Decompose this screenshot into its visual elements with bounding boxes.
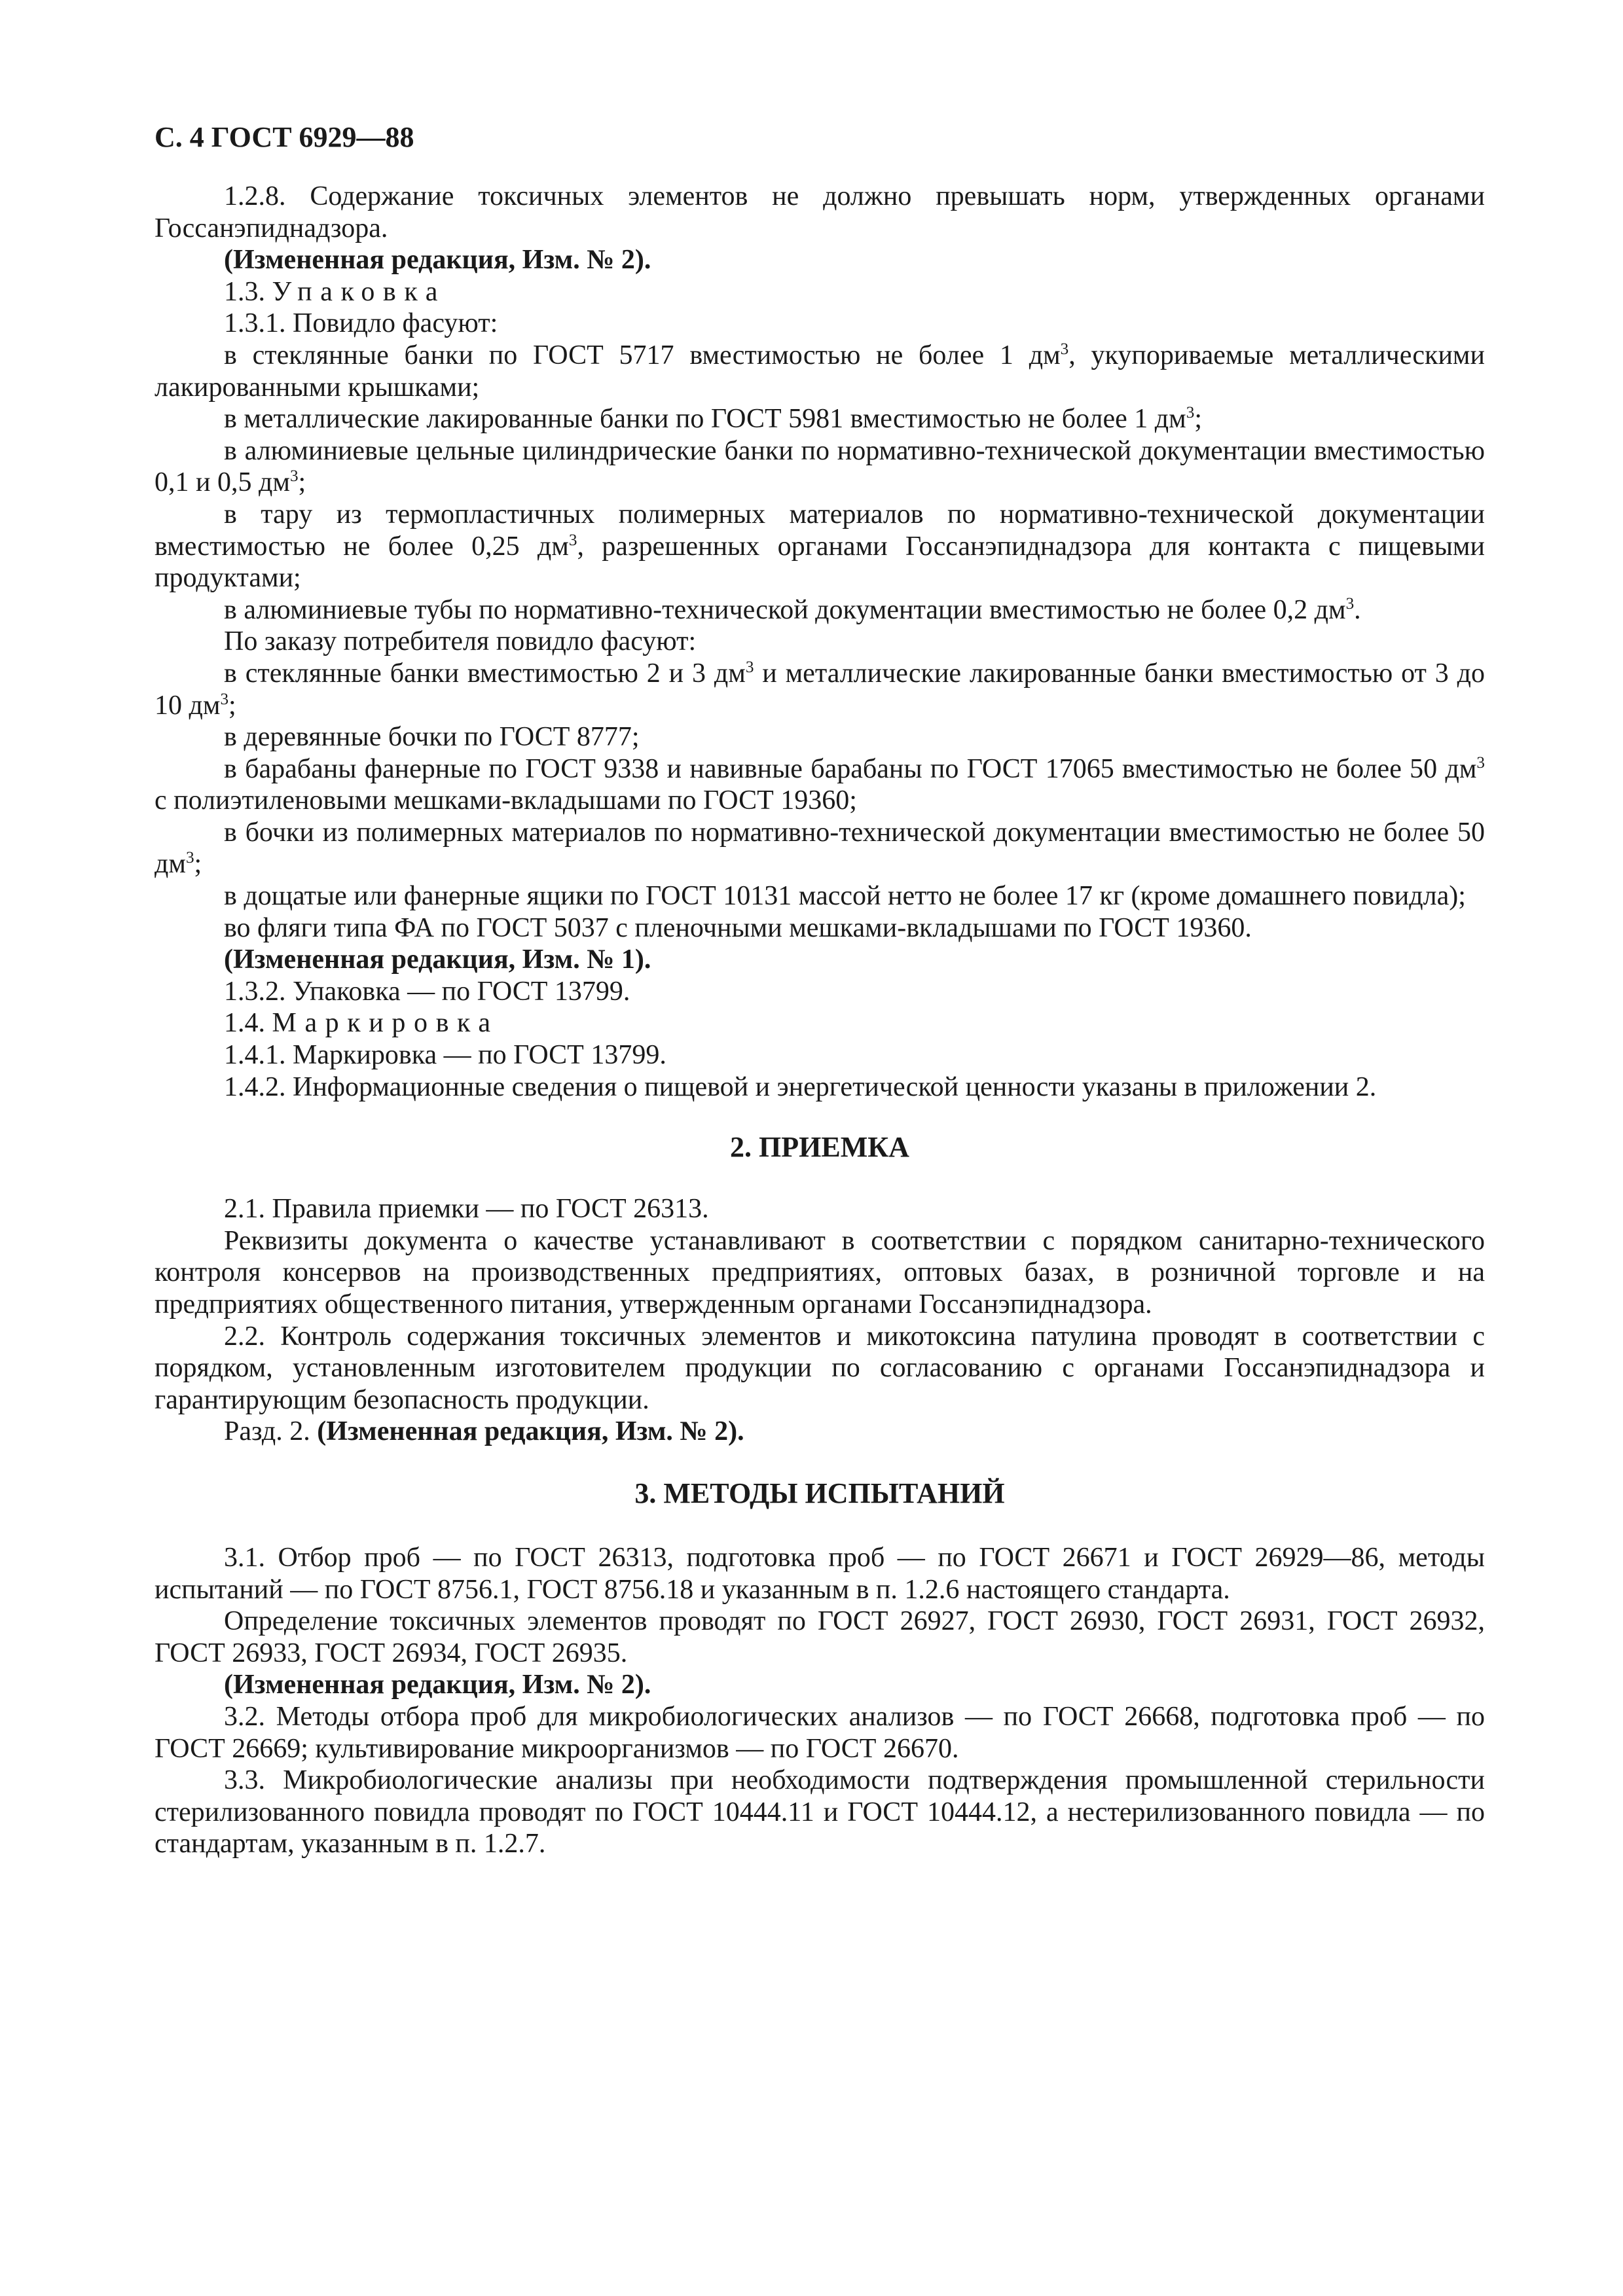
section-2-title: 2. ПРИЕМКА (730, 1131, 909, 1164)
paragraph-1-3-1: 1.3.1. Повидло фасуют: (224, 308, 498, 339)
text-run: в алюминиевые цельные цилиндрические банки по нормативно-технической документации вместимостью 0,1 и 0,5 дм (155, 435, 1485, 498)
superscript: 3 (185, 849, 194, 867)
text-run: в стеклянные банки по ГОСТ 5717 вместимостью не более 1 дм (224, 340, 1061, 370)
text-run: в бочки из полимерных материалов по нормативно-технической документации вместимостью не более 50 дм (155, 817, 1485, 880)
superscript: 3 (1476, 753, 1485, 772)
text-run: и металлические лакированные банки вместимостью от 3 до 10 дм (155, 658, 1486, 721)
packaging-item: во фляги типа ФА по ГОСТ 5037 с пленочными мешками-вкладышами по ГОСТ 19360. (224, 912, 1252, 943)
packaging-item (155, 658, 1485, 721)
section-3-title: 3. МЕТОДЫ ИСПЫТАНИЙ (634, 1477, 1005, 1509)
text-run: ; (228, 690, 236, 721)
text-run: в тару из термопластичных полимерных материалов по нормативно-технической документации вместимостью не более 0,25 дм (155, 499, 1485, 562)
subsection-title: Маркировка (272, 1008, 499, 1039)
paragraph-2-2: 2.2. Контроль содержания токсичных элементов и микотоксина патулина проводят в соответствии с порядком, установленным изготовителем продукции по согласованию с органами Госсанэпиднадзора и гарантирующим безопасность продукции. (155, 1321, 1485, 1415)
packaging-item: в дощатые или фанерные ящики по ГОСТ 10131 массой нетто не более 17 кг (кроме домашнего повидла); (224, 881, 1466, 912)
text-run: в барабаны фанерные по ГОСТ 9338 и навивные барабаны по ГОСТ 17065 вместимостью не более 50 дм (224, 753, 1477, 784)
packaging-item (155, 499, 1485, 594)
text-run: ; (194, 849, 202, 880)
paragraph-3-2: 3.2. Методы отбора проб для микробиологических анализов — по ГОСТ 26668, подготовка проб — по ГОСТ 26669; культивирование микроорганизмов — по ГОСТ 26670. (155, 1701, 1485, 1764)
packaging-item: в деревянные бочки по ГОСТ 8777; (224, 722, 640, 753)
paragraph-3-3: 3.3. Микробиологические анализы при необходимости подтверждения промышленной стерильности стерилизованного повидла проводят по ГОСТ 10444.11 и ГОСТ 10444.12, а нестерилизованного повидла — по стандартам, указанным в п. 1.2.7. (155, 1765, 1485, 1859)
paragraph-2-1: 2.1. Правила приемки — по ГОСТ 26313. (224, 1194, 709, 1225)
text-run: . (1354, 594, 1361, 625)
packaging-item (155, 817, 1485, 880)
text-run: в алюминиевые тубы по нормативно-технической документации вместимостью не более 0,2 дм (224, 594, 1346, 625)
revision-note: (Измененная редакция, Изм. № 2). (317, 1416, 744, 1447)
text-run: , укупориваемые металлическими лакированными крышками; (155, 340, 1485, 403)
packaging-item (155, 340, 1485, 403)
paragraph-1-4-2: 1.4.2. Информационные сведения о пищевой и энергетической ценности указаны в приложении 2. (224, 1071, 1377, 1102)
paragraph-1-3-2: 1.3.2. Упаковка — по ГОСТ 13799. (224, 976, 630, 1007)
document-page (155, 118, 1485, 1860)
subsection-1-3-heading (155, 276, 1485, 308)
subsection-number: 1.4. (224, 1008, 265, 1039)
paragraph-2-1-details: Реквизиты документа о качестве устанавливают в соответствии с порядком санитарно-технического контроля консервов на производственных предприятиях, оптовых базах, в розничной торговле и на предприятиях общественного питания, утвержденным органами Госсанэпиднадзора. (155, 1225, 1485, 1319)
superscript: 3 (220, 690, 229, 708)
superscript: 3 (289, 467, 299, 486)
text-run: в металлические лакированные банки по ГОСТ 5981 вместимостью не более 1 дм (224, 404, 1186, 435)
text-run: , разрешенных органами Госсанэпиднадзора для контакта с пищевыми продуктами; (155, 531, 1485, 594)
paragraph-1-2-8: 1.2.8. Содержание токсичных элементов не должно превышать норм, утвержденных органами Госсанэпиднадзора. (155, 181, 1485, 243)
text-run: в стеклянные банки вместимостью 2 и 3 дм (224, 658, 746, 689)
section-2-revision-note (155, 1416, 1485, 1448)
packaging-item (155, 753, 1485, 817)
revision-note: (Измененная редакция, Изм. № 2). (224, 1670, 651, 1700)
paragraph-3-1: 3.1. Отбор проб — по ГОСТ 26313, подготовка проб — по ГОСТ 26671 и ГОСТ 26929—86, методы испытаний — по ГОСТ 8756.1, ГОСТ 8756.18 и указанным в п. 1.2.6 настоящего стандарта. (155, 1542, 1485, 1605)
superscript: 3 (568, 531, 577, 549)
subsection-number: 1.3. (224, 276, 265, 307)
subsection-1-4-heading (155, 1007, 1485, 1039)
packaging-item (155, 594, 1485, 626)
packaging-item (155, 435, 1485, 499)
page-header: С. 4 ГОСТ 6929—88 (155, 121, 414, 153)
superscript: 3 (745, 658, 754, 676)
order-intro: По заказу потребителя повидло фасуют: (224, 626, 697, 657)
superscript: 3 (1060, 340, 1069, 358)
superscript: 3 (1345, 594, 1355, 613)
text-run: ; (1194, 404, 1202, 435)
revision-note: (Измененная редакция, Изм. № 1). (224, 944, 651, 975)
paragraph-3-1-details: Определение токсичных элементов проводят по ГОСТ 26927, ГОСТ 26930, ГОСТ 26931, ГОСТ 26932, ГОСТ 26933, ГОСТ 26934, ГОСТ 26935. (155, 1606, 1485, 1668)
text-run: ; (298, 467, 306, 498)
text-run: с полиэтиленовыми мешками-вкладышами по ГОСТ 19360; (155, 785, 857, 816)
paragraph-1-4-1: 1.4.1. Маркировка — по ГОСТ 13799. (224, 1040, 666, 1071)
text-run: Разд. 2. (224, 1416, 310, 1447)
packaging-item (155, 403, 1485, 435)
revision-note: (Измененная редакция, Изм. № 2). (224, 245, 651, 276)
subsection-title: Упаковка (272, 276, 446, 307)
superscript: 3 (1186, 404, 1195, 422)
